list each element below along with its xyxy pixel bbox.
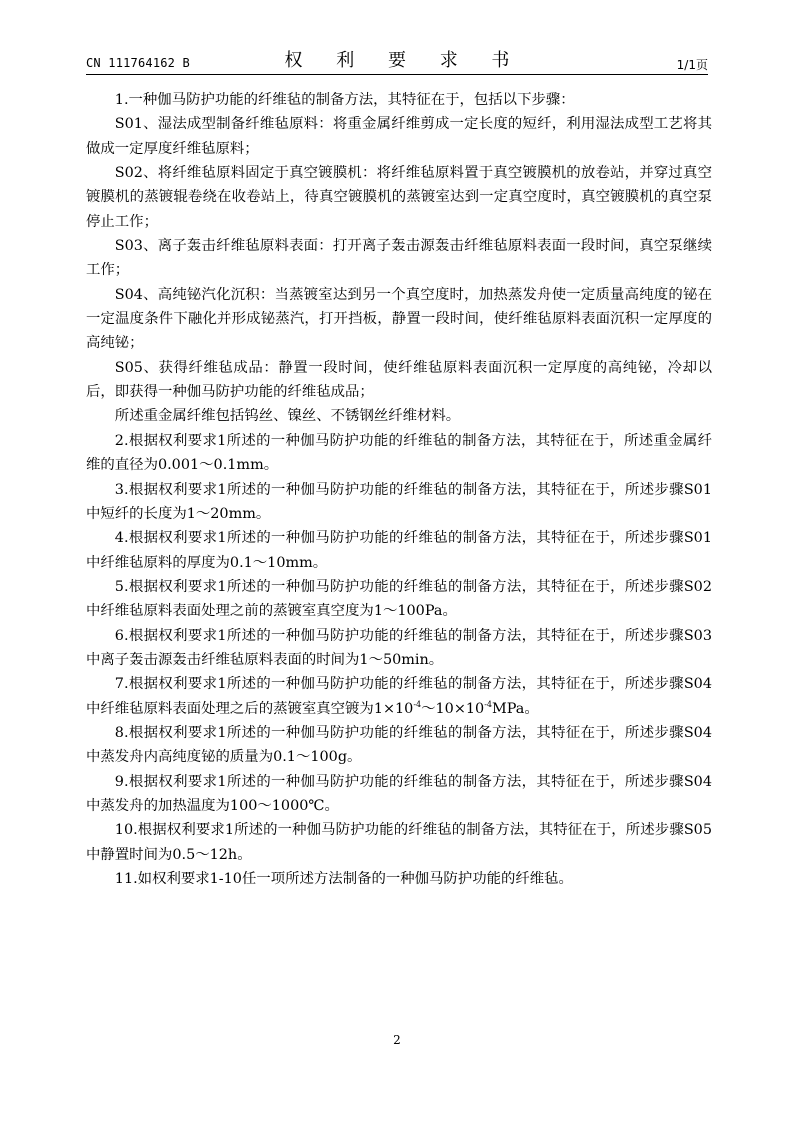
- claim-1-step-s03: S03、离子轰击纤维毡原料表面：打开离子轰击源轰击纤维毡原料表面一段时间，真空泵继续工作；: [86, 238, 712, 279]
- claim-1-step-s05: S05、获得纤维毡成品：静置一段时间，使纤维毡原料表面沉积一定厚度的高纯铋，冷却以后，即获得一种伽马防护功能的纤维毡成品；: [86, 359, 712, 401]
- claim-4: 4.根据权利要求1所述的一种伽马防护功能的纤维毡的制备方法，其特征在于，所述步骤S01中纤维毡原料的厚度为0.1～10mm。: [86, 530, 712, 571]
- claims-body: [86, 88, 712, 891]
- header-divider: [86, 74, 708, 75]
- claim-7-exponent-2: -4: [484, 699, 493, 709]
- page-indicator: 1/1页: [676, 58, 708, 72]
- claim-5: 5.根据权利要求1所述的一种伽马防护功能的纤维毡的制备方法，其特征在于，所述步骤S02中纤维毡原料表面处理之前的蒸镀室真空度为1～100Pa。: [86, 578, 712, 620]
- claim-7: [86, 672, 712, 721]
- claim-8: 8.根据权利要求1所述的一种伽马防护功能的纤维毡的制备方法，其特征在于，所述步骤S04中蒸发舟内高纯度铋的质量为0.1～100g。: [86, 724, 712, 766]
- claim-6: 6.根据权利要求1所述的一种伽马防护功能的纤维毡的制备方法，其特征在于，所述步骤S03中离子轰击源轰击纤维毡原料表面的时间为1～50min。: [86, 627, 712, 668]
- claim-2: 2.根据权利要求1所述的一种伽马防护功能的纤维毡的制备方法，其特征在于，所述重金属纤维的直径为0.001～0.1mm。: [86, 432, 712, 474]
- claim-1-materials: 所述重金属纤维包括钨丝、镍丝、不锈钢丝纤维材料。: [114, 408, 461, 425]
- publication-number: CN 111764162 B: [86, 56, 190, 70]
- document-title: 权 利 要 求 书: [284, 50, 524, 71]
- claim-9: 9.根据权利要求1所述的一种伽马防护功能的纤维毡的制备方法，其特征在于，所述步骤S04中蒸发舟的加热温度为100～1000℃。: [86, 773, 712, 814]
- claim-1-step-s01: S01、湿法成型制备纤维毡原料：将重金属纤维剪成一定长度的短纤，利用湿法成型工艺将其做成一定厚度纤维毡原料；: [86, 116, 712, 157]
- claim-10: 10.根据权利要求1所述的一种伽马防护功能的纤维毡的制备方法，其特征在于，所述步骤S05中静置时间为0.5～12h。: [86, 822, 712, 863]
- page-number: 2: [393, 1033, 401, 1047]
- claim-3: 3.根据权利要求1所述的一种伽马防护功能的纤维毡的制备方法，其特征在于，所述步骤S01中短纤的长度为1～20mm。: [86, 481, 712, 522]
- claim-11: 11.如权利要求1-10任一项所述方法制备的一种伽马防护功能的纤维毡。: [114, 871, 573, 887]
- claim-1-step-s04: S04、高纯铋汽化沉积：当蒸镀室达到另一个真空度时，加热蒸发舟使一定质量高纯度的铋在一定温度条件下融化并形成铋蒸汽，打开挡板，静置一段时间，使纤维毡原料表面沉积一定厚度的高纯铋；: [86, 286, 712, 352]
- claim-7-text-middle: ～10×10: [421, 700, 485, 717]
- claim-1-step-s02: S02、将纤维毡原料固定于真空镀膜机：将纤维毡原料置于真空镀膜机的放卷站，并穿过真空镀膜机的蒸镀辊卷绕在收卷站上，待真空镀膜机的蒸镀室达到一定真空度时，真空镀膜机的真空泵停止工作；: [86, 165, 712, 230]
- claim-7-exponent-1: -4: [413, 699, 422, 709]
- page-header: [86, 44, 708, 74]
- claim-7-text-after: MPa。: [492, 700, 539, 717]
- claim-1-preamble: 1.一种伽马防护功能的纤维毡的制备方法，其特征在于，包括以下步骤：: [114, 92, 575, 108]
- claim-7-text-before: 7.根据权利要求1所述的一种伽马防护功能的纤维毡的制备方法，其特征在于，所述步骤S04中纤维毡原料表面处理之后的蒸镀室真空镀为1×10: [86, 676, 712, 717]
